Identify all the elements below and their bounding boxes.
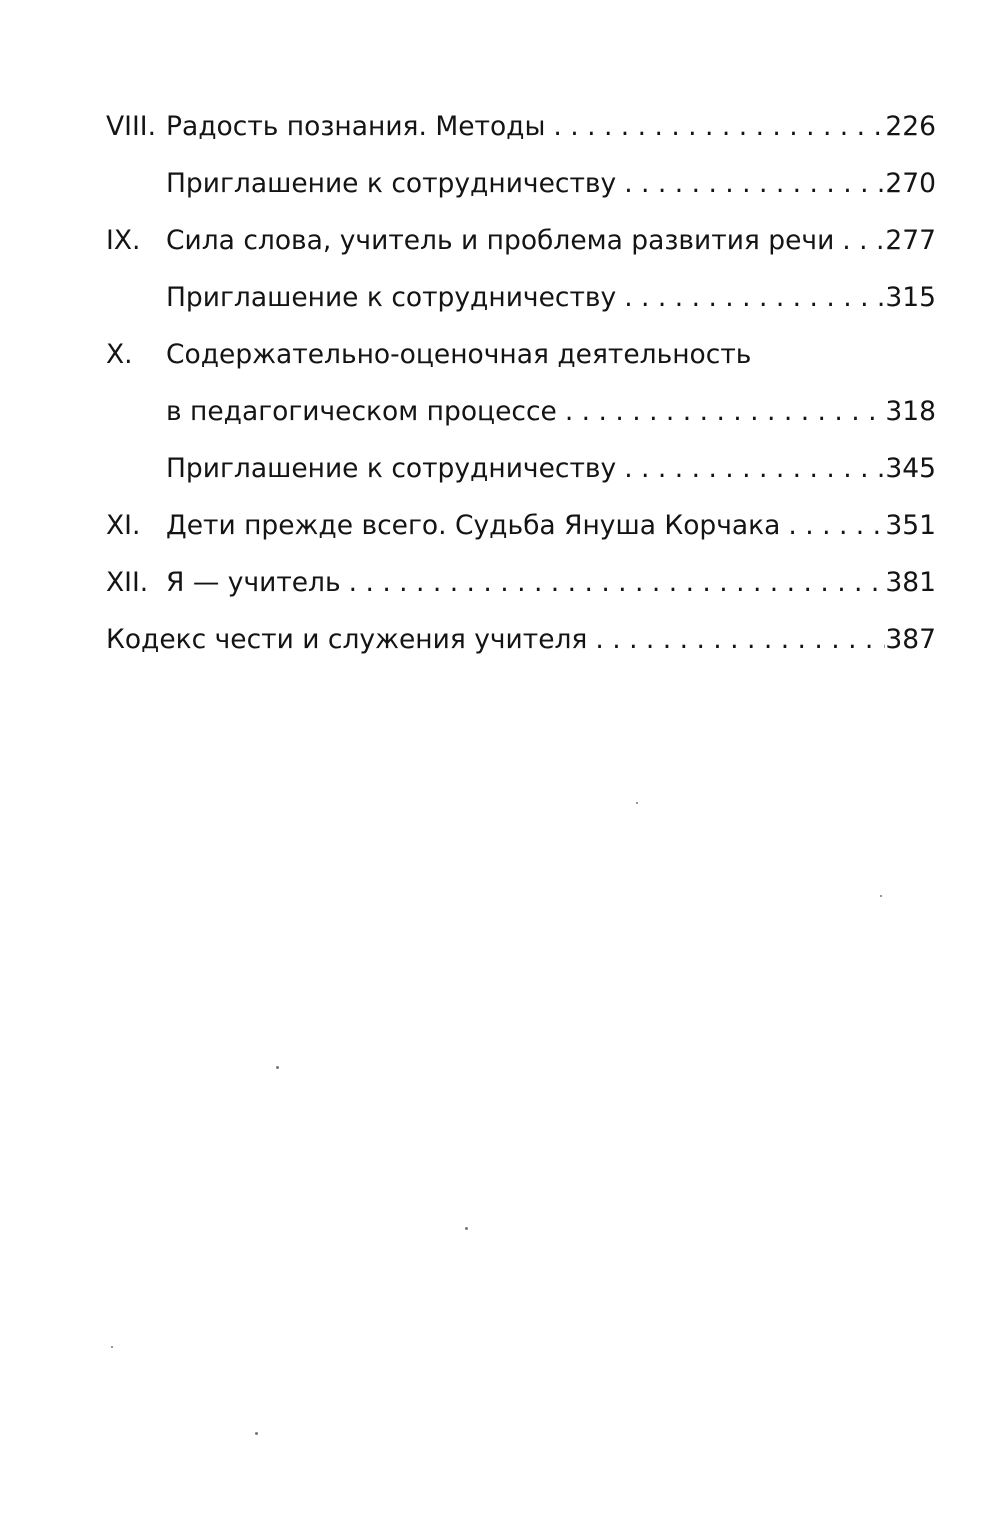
dot-leader [616,168,885,199]
scan-speck [255,1432,258,1435]
toc-entry [106,326,936,383]
page-number: 315 [885,282,936,313]
dot-leader [545,111,885,142]
page-number: 277 [885,225,936,256]
toc-entry [106,611,936,668]
page-number: 318 [885,396,936,427]
toc-entry [106,212,936,269]
dot-leader [557,396,886,427]
table-of-contents [106,98,936,668]
dot-leader [616,453,885,484]
scan-speck [111,1346,113,1348]
dot-leader [587,624,885,655]
chapter-number: XII. [106,567,149,598]
chapter-title: Я — учитель [166,567,341,598]
page-number: 351 [885,510,936,541]
chapter-title: Дети прежде всего. Судьба Януша Корчака [166,510,781,541]
toc-entry [106,554,936,611]
page-number: 226 [885,111,936,142]
chapter-title: Содержательно-оценочная деятельность [166,339,752,370]
toc-entry [106,440,936,497]
toc-entry [106,98,936,155]
section-title: Приглашение к сотрудничеству [166,168,617,199]
toc-entry [106,383,936,440]
scan-speck [465,1227,468,1230]
toc-entry [106,269,936,326]
page-number: 270 [885,168,936,199]
chapter-title: Радость познания. Методы [166,111,546,142]
dot-leader [834,225,885,256]
chapter-title-continued: в педагогическом процессе [166,396,557,427]
chapter-number: IX. [106,225,141,256]
dot-leader [341,567,886,598]
page-number: 345 [885,453,936,484]
toc-entry [106,497,936,554]
section-title: Приглашение к сотрудничеству [166,282,617,313]
scan-speck [636,802,638,804]
chapter-title: Сила слова, учитель и проблема развития речи [166,225,835,256]
toc-entry [106,155,936,212]
dot-leader [780,510,885,541]
page-number: 387 [885,624,936,655]
section-title: Приглашение к сотрудничеству [166,453,617,484]
chapter-number: X. [106,339,133,370]
chapter-number: VIII. [106,111,156,142]
scan-speck [276,1066,279,1069]
appendix-title: Кодекс чести и служения учителя [106,624,588,655]
dot-leader [616,282,885,313]
scan-speck [880,895,882,897]
page-number: 381 [885,567,936,598]
chapter-number: XI. [106,510,141,541]
